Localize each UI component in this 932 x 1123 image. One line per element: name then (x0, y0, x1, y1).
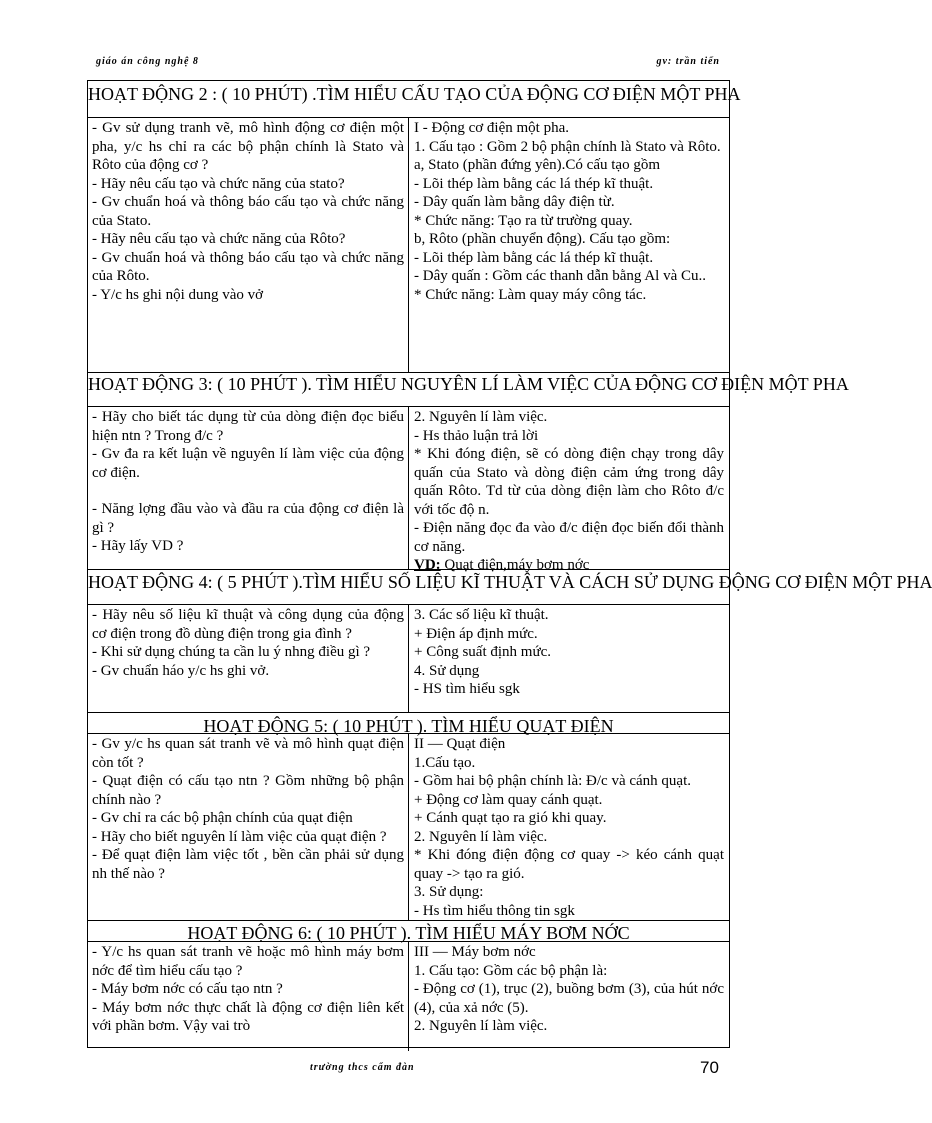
right-line: - Động cơ (1), trục (2), buồng bơm (3), của hút nớc (4), của xả nớc (5). (414, 981, 724, 1016)
right-line: 1. Cấu tạo: Gồm các bộ phận là: (414, 962, 608, 979)
left-line: - Hãy nêu cấu tạo và chức năng của Rôto? (92, 231, 346, 247)
column-divider (408, 733, 409, 920)
column-divider (408, 406, 409, 569)
left-line: - Hãy nêu số liệu kĩ thuật và công dụng của động cơ điện trong đồ dùng điện trong gia đình ? (92, 607, 404, 642)
right-line: II — Quạt điện (414, 736, 506, 752)
left-line: - Khi sử dụng chúng ta cần lu ý nhng điều gì ? (92, 644, 371, 660)
left-line: - Máy bơm nớc thực chất là động cơ điện liên kết với phần bơm. Vậy vai trò (92, 999, 404, 1034)
right-line: + Động cơ làm quay cánh quạt. (414, 791, 603, 808)
right-line: - Lõi thép làm bằng các lá thép kĩ thuật. (414, 249, 654, 266)
left-line: - Hãy lấy VD ? (92, 538, 184, 554)
left-line: - Gv sử dụng tranh vẽ, mô hình động cơ điện một pha, y/c hs chỉ ra các bộ phận chính là Stato và Rôto của động cơ ? (92, 120, 404, 173)
section-title: HOẠT ĐỘNG 3: ( 10 PHÚT ). TÌM HIỂU NGUYÊN LÍ LÀM VIỆC CỦA ĐỘNG CƠ ĐIỆN MỘT PHA (88, 374, 849, 394)
section-right-cell (414, 408, 724, 573)
section-right-cell (414, 943, 724, 1047)
left-line: - Máy bơm nớc có cấu tạo ntn ? (92, 981, 283, 997)
left-line (92, 482, 404, 500)
right-line: III — Máy bơm nớc (414, 944, 536, 960)
column-divider (408, 604, 409, 712)
section-left-cell (92, 606, 404, 711)
right-line: 2. Nguyên lí làm việc. (414, 828, 548, 845)
page-header-right: gv: trần tiến (656, 56, 720, 67)
left-line: - Y/c hs ghi nội dung vào vở (92, 286, 264, 303)
right-line: b, Rôto (phần chuyển động). Cấu tạo gồm: (414, 231, 671, 247)
section-right-cell (414, 735, 724, 919)
column-divider (408, 117, 409, 372)
left-line: - Hãy cho biết tác dụng từ của dòng điện đọc biểu hiện ntn ? Trong đ/c ? (92, 409, 404, 444)
left-line: - Gv chuẩn hoá và thông báo cấu tạo và chức năng của Rôto. (92, 249, 404, 284)
left-line: - Để quạt điện làm việc tốt , bền cần phải sử dụng nh thế nào ? (92, 847, 404, 882)
right-line: - Dây quấn làm bằng dây điện từ. (414, 194, 615, 210)
right-line: + Cánh quạt tạo ra gió khi quay. (414, 810, 607, 826)
section-left-cell (92, 943, 404, 1047)
right-line: 3. Sử dụng: (414, 884, 484, 900)
page-number: 70 (700, 1058, 719, 1077)
section-title: HOẠT ĐỘNG 6: ( 10 PHÚT ). TÌM HIỂU MÁY BƠM NỚC (187, 923, 630, 943)
section-right-cell (414, 606, 724, 711)
right-line: 4. Sử dụng (414, 662, 480, 679)
row-divider (88, 372, 729, 373)
right-line: + Điện áp định mức. (414, 625, 538, 642)
right-line: - Gồm hai bộ phận chính là: Đ/c và cánh quạt. (414, 773, 692, 789)
page-footer: trường thcs cẩm đàn (310, 1062, 415, 1073)
right-line: 3. Các số liệu kĩ thuật. (414, 607, 549, 623)
right-line: 1. Cấu tạo : Gồm 2 bộ phận chính là Stato và Rôto. (414, 138, 721, 155)
right-line: * Chức năng: Làm quay máy công tác. (414, 286, 647, 303)
right-line: - Dây quấn : Gồm các thanh dẫn bằng Al và Cu.. (414, 268, 707, 284)
right-line: - Hs tìm hiểu thông tin sgk (414, 902, 575, 919)
left-line: - Gv chuẩn hoá và thông báo cấu tạo và chức năng của Stato. (92, 194, 404, 229)
right-line: - HS tìm hiểu sgk (414, 681, 520, 697)
row-divider (88, 920, 729, 921)
section-left-cell (92, 735, 404, 919)
row-divider (88, 712, 729, 713)
right-line: + Công suất định mức. (414, 644, 551, 660)
lesson-table (87, 80, 932, 1048)
left-line: - Y/c hs quan sát tranh vẽ hoặc mô hình máy bơm nớc để tìm hiểu cấu tạo ? (92, 944, 404, 979)
vd-label: VD: (414, 557, 441, 573)
right-line: - Hs thảo luận trả lời (414, 427, 539, 444)
column-divider (408, 941, 409, 1051)
right-line: * Khi đóng điện, sẽ có dòng điện chạy trong dây quấn của Stato và dòng điện cảm ứng trong dây quấn Rôto. Td từ của dòng điện làm cho Rôto đ/c với tốc độ n. (414, 446, 724, 518)
page-header-left: giáo án công nghệ 8 (96, 56, 199, 67)
section-title: HOẠT ĐỘNG 5: ( 10 PHÚT ). TÌM HIỂU QUẠT ĐIỆN (203, 716, 614, 736)
left-line: - Năng lợng đầu vào và đầu ra của động cơ điện là gì ? (92, 501, 404, 536)
vd-text: Quạt điện,máy bơm nớc (440, 557, 590, 573)
right-line: 1.Cấu tạo. (414, 754, 476, 771)
left-line: - Hãy cho biết nguyên lí làm việc của quạt điện ? (92, 828, 387, 845)
section-right-cell (414, 119, 724, 369)
left-line: - Gv chỉ ra các bộ phận chính của quạt điện (92, 810, 353, 826)
section-left-cell (92, 119, 404, 369)
section-title: HOẠT ĐỘNG 2 : ( 10 PHÚT) .TÌM HIỂU CẤU TẠO CỦA ĐỘNG CƠ ĐIỆN MỘT PHA (88, 84, 741, 104)
left-line: - Quạt điện có cấu tạo ntn ? Gồm những bộ phận chính nào ? (92, 773, 404, 808)
row-divider (88, 569, 729, 570)
right-line: - Lõi thép làm bằng các lá thép kĩ thuật. (414, 175, 654, 192)
section-title: HOẠT ĐỘNG 4: ( 5 PHÚT ).TÌM HIỂU SỐ LIỆU KĨ THUẬT VÀ CÁCH SỬ DỤNG ĐỘNG CƠ ĐIỆN MỘT PHA (88, 572, 932, 592)
right-line: * Chức năng: Tạo ra từ trường quay. (414, 212, 633, 229)
right-line: I - Động cơ điện một pha. (414, 120, 569, 136)
right-line: a, Stato (phần đứng yên).Có cấu tạo gồm (414, 157, 660, 173)
left-line: - Hãy nêu cấu tạo và chức năng của stato? (92, 175, 345, 192)
left-line: - Gv y/c hs quan sát tranh vẽ và mô hình quạt điện còn tốt ? (92, 736, 404, 771)
right-line: 2. Nguyên lí làm việc. (414, 409, 548, 425)
right-line: - Điện năng đọc đa vào đ/c điện đọc biến đổi thành cơ năng. (414, 520, 724, 555)
left-line: - Gv đa ra kết luận về nguyên lí làm việc của động cơ điện. (92, 446, 404, 481)
right-line: * Khi đóng điện động cơ quay -> kéo cánh quạt quay -> tạo ra gió. (414, 847, 724, 882)
left-line: - Gv chuẩn háo y/c hs ghi vở. (92, 662, 270, 679)
right-line: 2. Nguyên lí làm việc. (414, 1018, 548, 1034)
section-left-cell (92, 408, 404, 568)
